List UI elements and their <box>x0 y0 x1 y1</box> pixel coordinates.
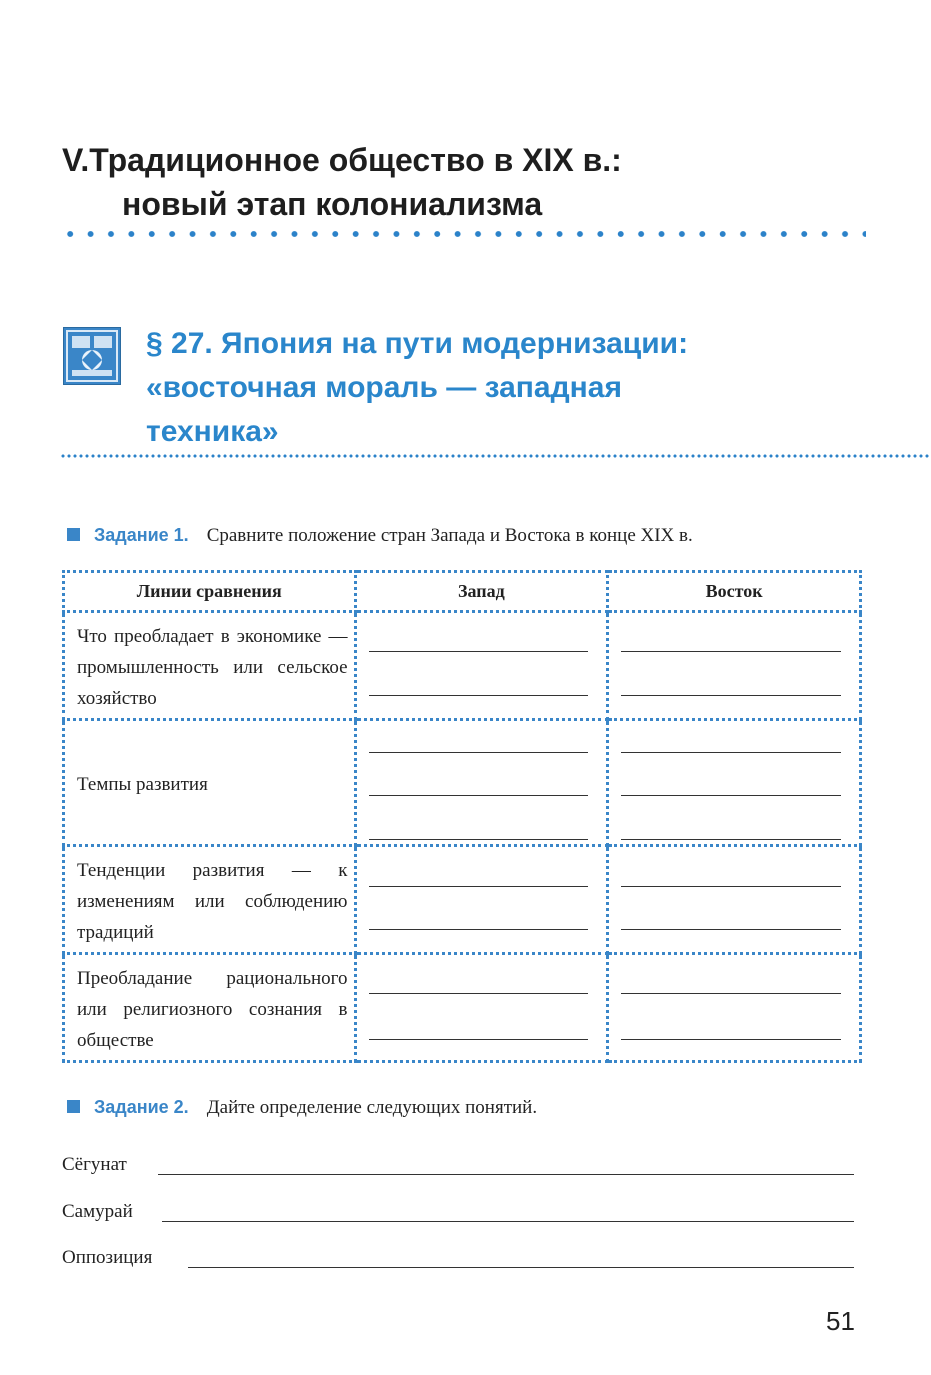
answer-cell-west[interactable] <box>355 720 608 846</box>
task-2-text: Дайте определение следующих понятий. <box>206 1097 538 1118</box>
task-2-square-icon <box>67 1100 80 1113</box>
row-criterion: Тенденции развития — к изменениям или соблюдению традиций <box>64 846 356 954</box>
paragraph-emblem-icon <box>63 327 121 385</box>
answer-cell-east[interactable] <box>608 612 861 720</box>
answer-cell-west[interactable] <box>355 612 608 720</box>
task-1-text: Сравните положение стран Запада и Востока в конце XIX в. <box>206 525 693 546</box>
definition-line[interactable] <box>162 1221 854 1222</box>
definition-line[interactable] <box>188 1267 854 1268</box>
chapter-title-line1: V.Традиционное общество в XIX в.: <box>62 142 622 178</box>
task-2 <box>67 1097 537 1119</box>
chapter-title-line2: новый этап колониализма <box>122 186 543 222</box>
paragraph-title-line2: «восточная мораль — западная <box>146 371 622 404</box>
comparison-table <box>62 570 862 1063</box>
chapter-title <box>62 138 622 226</box>
row-criterion: Что преобладает в экономике — промышленность или сельское хозяйство <box>64 612 356 720</box>
paragraph-divider <box>60 453 931 459</box>
term-label: Оппозиция <box>62 1247 153 1268</box>
chapter-divider <box>60 229 866 239</box>
answer-cell-west[interactable] <box>355 846 608 954</box>
term-label: Сёгунат <box>62 1154 127 1175</box>
task-1 <box>67 525 693 547</box>
task-1-square-icon <box>67 528 80 541</box>
page-number: 51 <box>826 1306 855 1336</box>
definition-row <box>62 1243 854 1269</box>
header-west: Запад <box>355 572 608 612</box>
header-criteria: Линии сравнения <box>64 572 356 612</box>
paragraph-title <box>146 322 846 454</box>
paragraph-title-line1: § 27. Япония на пути модернизации: <box>146 327 689 360</box>
task-2-label: Задание 2. <box>94 1097 189 1117</box>
table-row <box>64 846 861 954</box>
definition-row <box>62 1150 854 1176</box>
term-label: Самурай <box>62 1201 133 1222</box>
answer-cell-east[interactable] <box>608 954 861 1062</box>
row-criterion: Преобладание рационального или религиозного сознания в обществе <box>64 954 356 1062</box>
table-row <box>64 720 861 846</box>
answer-cell-west[interactable] <box>355 954 608 1062</box>
row-criterion: Темпы развития <box>64 720 356 846</box>
definition-row <box>62 1197 854 1223</box>
task-1-label: Задание 1. <box>94 525 189 545</box>
definition-line[interactable] <box>158 1174 854 1175</box>
table-row <box>64 612 861 720</box>
header-east: Восток <box>608 572 861 612</box>
table-header-row <box>64 572 861 612</box>
paragraph-title-line3: техника» <box>146 415 279 448</box>
answer-cell-east[interactable] <box>608 720 861 846</box>
answer-cell-east[interactable] <box>608 846 861 954</box>
table-row <box>64 954 861 1062</box>
